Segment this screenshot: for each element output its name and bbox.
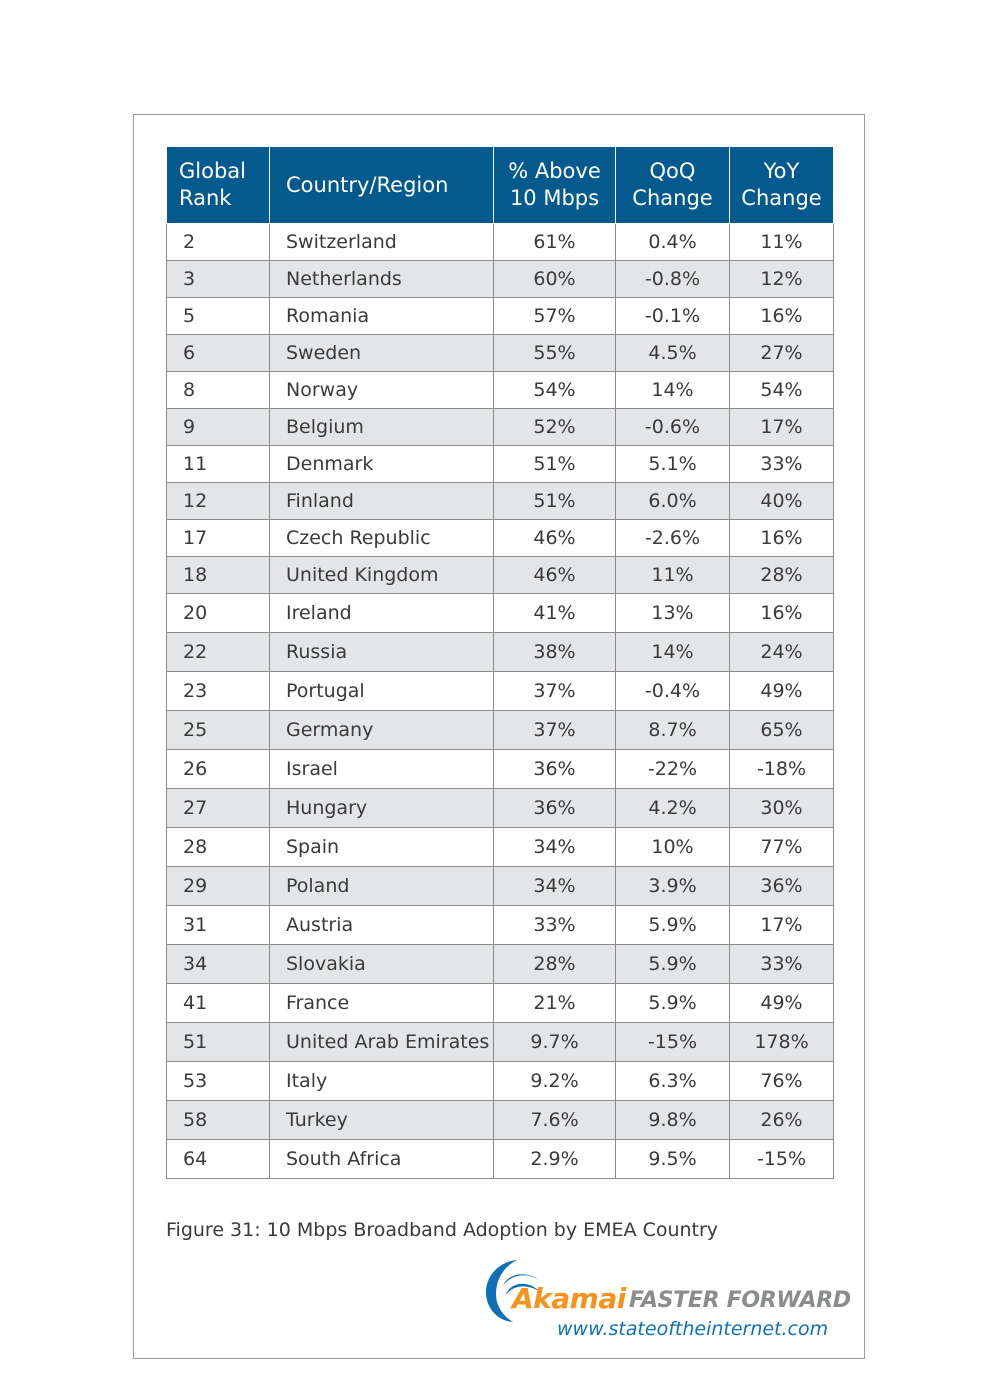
yoy-change-cell: 40% [730, 483, 834, 520]
table-row [167, 446, 834, 483]
yoy-change-cell: 12% [730, 261, 834, 298]
akamai-logo [483, 1256, 851, 1346]
qoq-change-cell: -0.6% [616, 409, 730, 446]
country-cell: Ireland [270, 594, 494, 633]
header-yoy-change: YoY Change [730, 147, 834, 224]
rank-cell: 12 [167, 483, 270, 520]
qoq-change-cell: -22% [616, 750, 730, 789]
above-10mbps-cell: 34% [494, 867, 616, 906]
rank-cell: 31 [167, 906, 270, 945]
above-10mbps-cell: 57% [494, 298, 616, 335]
yoy-change-cell: 28% [730, 557, 834, 594]
rank-cell: 64 [167, 1140, 270, 1179]
country-cell: South Africa [270, 1140, 494, 1179]
above-10mbps-cell: 51% [494, 483, 616, 520]
yoy-change-cell: 17% [730, 906, 834, 945]
above-10mbps-cell: 37% [494, 672, 616, 711]
yoy-change-cell: 11% [730, 224, 834, 261]
yoy-change-cell: 54% [730, 372, 834, 409]
qoq-change-cell: -15% [616, 1023, 730, 1062]
qoq-change-cell: 8.7% [616, 711, 730, 750]
rank-cell: 20 [167, 594, 270, 633]
table-row [167, 984, 834, 1023]
yoy-change-cell: 76% [730, 1062, 834, 1101]
qoq-change-cell: 14% [616, 633, 730, 672]
yoy-change-cell: 24% [730, 633, 834, 672]
country-cell: Belgium [270, 409, 494, 446]
above-10mbps-cell: 41% [494, 594, 616, 633]
rank-cell: 41 [167, 984, 270, 1023]
table-row [167, 1140, 834, 1179]
yoy-change-cell: 16% [730, 594, 834, 633]
header-above-10mbps: % Above 10 Mbps [494, 147, 616, 224]
country-cell: Russia [270, 633, 494, 672]
country-cell: Portugal [270, 672, 494, 711]
above-10mbps-cell: 38% [494, 633, 616, 672]
rank-cell: 22 [167, 633, 270, 672]
yoy-change-cell: 27% [730, 335, 834, 372]
yoy-change-cell: 49% [730, 984, 834, 1023]
rank-cell: 51 [167, 1023, 270, 1062]
table-row [167, 789, 834, 828]
table-row [167, 1101, 834, 1140]
qoq-change-cell: 5.9% [616, 945, 730, 984]
country-cell: Germany [270, 711, 494, 750]
qoq-change-cell: 9.5% [616, 1140, 730, 1179]
rank-cell: 8 [167, 372, 270, 409]
table-row [167, 335, 834, 372]
rank-cell: 9 [167, 409, 270, 446]
country-cell: Poland [270, 867, 494, 906]
country-cell: Switzerland [270, 224, 494, 261]
above-10mbps-cell: 54% [494, 372, 616, 409]
above-10mbps-cell: 9.7% [494, 1023, 616, 1062]
table-row [167, 867, 834, 906]
qoq-change-cell: -0.8% [616, 261, 730, 298]
rank-cell: 5 [167, 298, 270, 335]
country-cell: Romania [270, 298, 494, 335]
yoy-change-cell: 16% [730, 520, 834, 557]
rank-cell: 26 [167, 750, 270, 789]
above-10mbps-cell: 46% [494, 557, 616, 594]
rank-cell: 28 [167, 828, 270, 867]
qoq-change-cell: 6.0% [616, 483, 730, 520]
country-cell: Sweden [270, 335, 494, 372]
country-cell: Finland [270, 483, 494, 520]
table-row [167, 750, 834, 789]
above-10mbps-cell: 7.6% [494, 1101, 616, 1140]
country-cell: Slovakia [270, 945, 494, 984]
table-row [167, 261, 834, 298]
country-cell: Hungary [270, 789, 494, 828]
qoq-change-cell: -0.4% [616, 672, 730, 711]
yoy-change-cell: -18% [730, 750, 834, 789]
table-row [167, 945, 834, 984]
qoq-change-cell: 6.3% [616, 1062, 730, 1101]
yoy-change-cell: 178% [730, 1023, 834, 1062]
rank-cell: 2 [167, 224, 270, 261]
table-row [167, 298, 834, 335]
table-header-row [167, 147, 834, 224]
above-10mbps-cell: 46% [494, 520, 616, 557]
rank-cell: 58 [167, 1101, 270, 1140]
country-cell: Netherlands [270, 261, 494, 298]
table-body [167, 224, 834, 1179]
qoq-change-cell: 10% [616, 828, 730, 867]
above-10mbps-cell: 28% [494, 945, 616, 984]
yoy-change-cell: 30% [730, 789, 834, 828]
qoq-change-cell: 9.8% [616, 1101, 730, 1140]
qoq-change-cell: -0.1% [616, 298, 730, 335]
brand-name: Akamai [512, 1282, 626, 1315]
country-cell: Israel [270, 750, 494, 789]
header-qoq-change: QoQ Change [616, 147, 730, 224]
yoy-change-cell: 49% [730, 672, 834, 711]
table-row [167, 672, 834, 711]
table-row [167, 557, 834, 594]
brand-url[interactable]: www.stateoftheinternet.com [557, 1318, 829, 1340]
table-row [167, 483, 834, 520]
rank-cell: 25 [167, 711, 270, 750]
above-10mbps-cell: 34% [494, 828, 616, 867]
country-cell: Denmark [270, 446, 494, 483]
above-10mbps-cell: 9.2% [494, 1062, 616, 1101]
header-country-region: Country/Region [270, 147, 494, 224]
table-row [167, 1062, 834, 1101]
rank-cell: 6 [167, 335, 270, 372]
above-10mbps-cell: 55% [494, 335, 616, 372]
country-cell: Italy [270, 1062, 494, 1101]
yoy-change-cell: 33% [730, 446, 834, 483]
rank-cell: 34 [167, 945, 270, 984]
above-10mbps-cell: 60% [494, 261, 616, 298]
above-10mbps-cell: 61% [494, 224, 616, 261]
brand-tagline: FASTER FORWARD [629, 1288, 851, 1313]
rank-cell: 11 [167, 446, 270, 483]
yoy-change-cell: 65% [730, 711, 834, 750]
qoq-change-cell: 14% [616, 372, 730, 409]
qoq-change-cell: 4.5% [616, 335, 730, 372]
country-cell: United Arab Emirates [270, 1023, 494, 1062]
rank-cell: 18 [167, 557, 270, 594]
qoq-change-cell: 4.2% [616, 789, 730, 828]
above-10mbps-cell: 36% [494, 750, 616, 789]
above-10mbps-cell: 33% [494, 906, 616, 945]
yoy-change-cell: 33% [730, 945, 834, 984]
table-row [167, 520, 834, 557]
broadband-table [166, 146, 834, 1179]
qoq-change-cell: 5.1% [616, 446, 730, 483]
above-10mbps-cell: 51% [494, 446, 616, 483]
table-row [167, 906, 834, 945]
table-row [167, 828, 834, 867]
yoy-change-cell: 16% [730, 298, 834, 335]
rank-cell: 3 [167, 261, 270, 298]
table-row [167, 711, 834, 750]
country-cell: Austria [270, 906, 494, 945]
country-cell: Spain [270, 828, 494, 867]
table-row [167, 409, 834, 446]
header-global-rank: Global Rank [167, 147, 270, 224]
rank-cell: 53 [167, 1062, 270, 1101]
yoy-change-cell: 36% [730, 867, 834, 906]
qoq-change-cell: 0.4% [616, 224, 730, 261]
qoq-change-cell: -2.6% [616, 520, 730, 557]
yoy-change-cell: -15% [730, 1140, 834, 1179]
above-10mbps-cell: 37% [494, 711, 616, 750]
country-cell: United Kingdom [270, 557, 494, 594]
table-row [167, 594, 834, 633]
rank-cell: 23 [167, 672, 270, 711]
table-row [167, 633, 834, 672]
qoq-change-cell: 5.9% [616, 984, 730, 1023]
country-cell: Turkey [270, 1101, 494, 1140]
table-row [167, 1023, 834, 1062]
above-10mbps-cell: 36% [494, 789, 616, 828]
table-row [167, 224, 834, 261]
yoy-change-cell: 17% [730, 409, 834, 446]
country-cell: France [270, 984, 494, 1023]
country-cell: Norway [270, 372, 494, 409]
qoq-change-cell: 11% [616, 557, 730, 594]
yoy-change-cell: 77% [730, 828, 834, 867]
table-row [167, 372, 834, 409]
country-cell: Czech Republic [270, 520, 494, 557]
rank-cell: 17 [167, 520, 270, 557]
qoq-change-cell: 3.9% [616, 867, 730, 906]
above-10mbps-cell: 21% [494, 984, 616, 1023]
rank-cell: 27 [167, 789, 270, 828]
qoq-change-cell: 13% [616, 594, 730, 633]
rank-cell: 29 [167, 867, 270, 906]
yoy-change-cell: 26% [730, 1101, 834, 1140]
qoq-change-cell: 5.9% [616, 906, 730, 945]
figure-caption: Figure 31: 10 Mbps Broadband Adoption by EMEA Country [166, 1219, 719, 1241]
above-10mbps-cell: 2.9% [494, 1140, 616, 1179]
above-10mbps-cell: 52% [494, 409, 616, 446]
